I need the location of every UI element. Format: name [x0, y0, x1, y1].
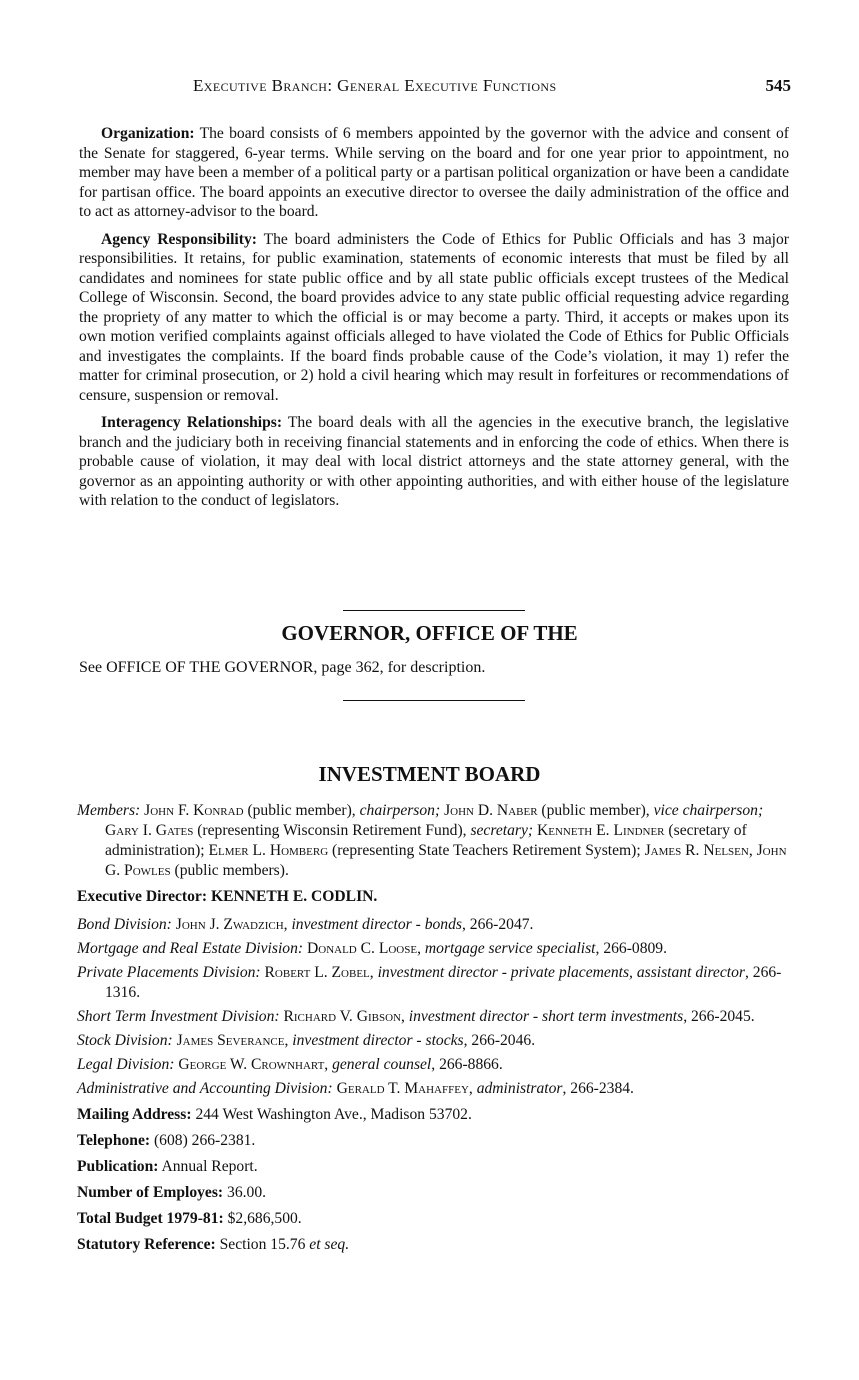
executive-director-value: KENNETH E. CODLIN.	[210, 888, 378, 905]
director-title: investment director - stocks	[292, 1032, 464, 1049]
member-role: vice chairperson;	[653, 802, 764, 819]
telephone-value: (608) 266-2381.	[153, 1132, 256, 1149]
division-entry: Administrative and Accounting Division: Gerald T. Mahaffey, administrator, 266-2384.	[77, 1080, 634, 1097]
telephone-label: Telephone:	[77, 1132, 151, 1149]
division-label: Stock Division:	[77, 1032, 173, 1049]
agency-responsibility-text: The board administers the Code of Ethics for Public Officials and has 3 major responsibilities. It retains, for public examination, statements of economic interests that must be filed by all candidates and nominees for state public office and by all state public officials except trustees of the Medical College of Wisconsin. Second, the board provides advice to any state public official requesting advice regarding the propriety of any matter to which the official is or may become a party. Third, it accepts or makes upon its own motion verified complaints against officials alleged to have violated the Code of Ethics for Public Officials and investigates the complaints. If the board finds probable cause of the Code’s violation, it may 1) refer the matter for criminal prosecution, or 2) hold a civil hearing which may result in forfeitures or recommendations of censure, suspension or removal.	[79, 230, 789, 404]
division-phone: , 266-0809.	[595, 940, 667, 957]
division-list	[77, 915, 789, 1099]
division-label: Legal Division:	[77, 1056, 175, 1073]
ethics-board-text	[79, 124, 789, 519]
interagency-relationships-text: The board deals with all the agencies in the executive branch, the legislative branch and the judiciary both in receiving financial statements and in enforcing the code of ethics. When there is probable cause of violation, it may deal with local district attorneys and the state attorney general, with the governor as an appointing authority or with other appointing authorities, and with either house of the legislature with relation to the conduct of legislators.	[79, 414, 789, 509]
employees-entry	[77, 1183, 789, 1203]
budget-value: $2,686,500.	[227, 1210, 302, 1227]
member-role: chairperson;	[359, 802, 441, 819]
director-name: John J. Zwadzich	[175, 916, 284, 933]
division-label: Private Placements Division:	[77, 964, 261, 981]
statutory-reference-suffix: et seq.	[309, 1236, 350, 1253]
agency-responsibility-paragraph	[79, 230, 789, 406]
members-label: Members:	[77, 802, 141, 819]
telephone-entry	[77, 1131, 789, 1151]
budget-entry	[77, 1209, 789, 1229]
division-label: Mortgage and Real Estate Division:	[77, 940, 304, 957]
director-title: investment director - short term investments	[408, 1008, 684, 1025]
interagency-relationships-label: Interagency Relationships:	[101, 414, 283, 431]
member-note: (public member),	[537, 802, 654, 819]
member-name: Elmer L. Homberg	[208, 842, 329, 859]
division-label: Bond Division:	[77, 916, 172, 933]
division-label: Short Term Investment Division:	[77, 1008, 280, 1025]
governor-section-title: GOVERNOR, OFFICE OF THE	[281, 621, 578, 645]
mailing-address-entry	[77, 1105, 789, 1125]
member-name: Kenneth E. Lindner	[533, 822, 665, 839]
organization-text: The board consists of 6 members appointed by the governor with the advice and consent of the Senate for staggered, 6-year terms. While serving on the board and for one year prior to appointment, no member may have been a member of a political party or a partisan political organization or have been a candidate for partisan office. The board appoints an executive director to oversee the daily administration of the office and to act as attorney-advisor to the board.	[79, 125, 789, 220]
director-title: general counsel	[332, 1056, 432, 1073]
division-phone: , 266-2046.	[463, 1032, 536, 1049]
interagency-relationships-paragraph	[79, 413, 789, 511]
statutory-reference-label: Statutory Reference:	[77, 1236, 216, 1253]
member-note: (representing State Teachers Retirement System);	[328, 842, 645, 859]
division-phone: , 266-2045.	[683, 1008, 755, 1025]
mailing-address-value: 244 West Washington Ave., Madison 53702.	[195, 1106, 472, 1123]
section-divider-top	[343, 610, 525, 611]
organization-label: Organization:	[101, 125, 195, 142]
executive-director-entry	[77, 887, 789, 907]
investment-board-title: INVESTMENT BOARD	[318, 762, 541, 786]
employees-value: 36.00.	[227, 1184, 267, 1201]
member-note: (public members).	[170, 862, 289, 879]
member-note: (secretary of administration);	[105, 822, 747, 859]
section-divider-bottom	[343, 700, 525, 701]
director-title: mortgage service specialist	[424, 940, 596, 957]
director-name: Gerald T. Mahaffey	[336, 1080, 469, 1097]
member-name: John D. Naber	[440, 802, 538, 819]
publication-value: Annual Report.	[161, 1158, 258, 1175]
organization-paragraph	[79, 124, 789, 222]
director-title: investment director - private placements, assistant director	[377, 964, 745, 981]
agency-responsibility-label: Agency Responsibility:	[101, 230, 257, 248]
members-entry	[77, 801, 789, 881]
member-name: Gary I. Gates	[105, 822, 194, 839]
member-role: secretary;	[470, 822, 534, 839]
division-entry: Mortgage and Real Estate Division: Donald C. Loose, mortgage service specialist, 266-0809.	[77, 940, 667, 957]
director-name: Richard V. Gibson	[283, 1008, 401, 1025]
division-entry: Bond Division: John J. Zwadzich, investment director - bonds, 266-2047.	[77, 916, 534, 933]
statutory-reference-entry	[77, 1235, 789, 1255]
division-phone: , 266-1316.	[105, 964, 782, 1001]
division-entry: Stock Division: James Severance, investment director - stocks, 266-2046.	[77, 1032, 536, 1049]
member-name: James R. Nelsen, John G. Powles	[105, 842, 787, 879]
investment-board-entries	[77, 801, 789, 1259]
director-name: James Severance	[176, 1032, 285, 1049]
member-note: (public member),	[243, 802, 360, 819]
page-number: 545	[765, 76, 791, 95]
division-entry: Private Placements Division: Robert L. Zobel, investment director - private placements, assistant director, 266-1316.	[77, 964, 782, 1001]
statutory-reference-value: Section 15.76	[219, 1236, 306, 1253]
director-title: administrator	[476, 1080, 563, 1097]
budget-label: Total Budget 1979-81:	[77, 1210, 224, 1227]
division-entry: Legal Division: George W. Crownhart, general counsel, 266-8866.	[77, 1056, 503, 1073]
member-name: John F. Konrad	[144, 802, 244, 819]
publication-label: Publication:	[77, 1158, 159, 1175]
member-note: (representing Wisconsin Retirement Fund),	[193, 822, 471, 839]
publication-entry	[77, 1157, 789, 1177]
director-name: Robert L. Zobel	[264, 964, 370, 981]
division-label: Administrative and Accounting Division:	[77, 1080, 333, 1097]
governor-see-reference: See OFFICE OF THE GOVERNOR, page 362, for description.	[79, 659, 486, 676]
director-title: investment director - bonds	[291, 916, 462, 933]
director-name: Donald C. Loose	[306, 940, 418, 957]
mailing-address-label: Mailing Address:	[77, 1106, 192, 1123]
division-entry: Short Term Investment Division: Richard V. Gibson, investment director - short term investments, 266-2045.	[77, 1008, 755, 1025]
employees-label: Number of Employes:	[77, 1184, 224, 1201]
running-head: Executive Branch: General Executive Functions	[193, 76, 557, 95]
division-phone: , 266-8866.	[431, 1056, 503, 1073]
director-name: George W. Crownhart	[178, 1056, 325, 1073]
executive-director-label: Executive Director:	[77, 888, 208, 905]
division-phone: , 266-2384.	[562, 1080, 634, 1097]
division-phone: , 266-2047.	[461, 916, 534, 933]
